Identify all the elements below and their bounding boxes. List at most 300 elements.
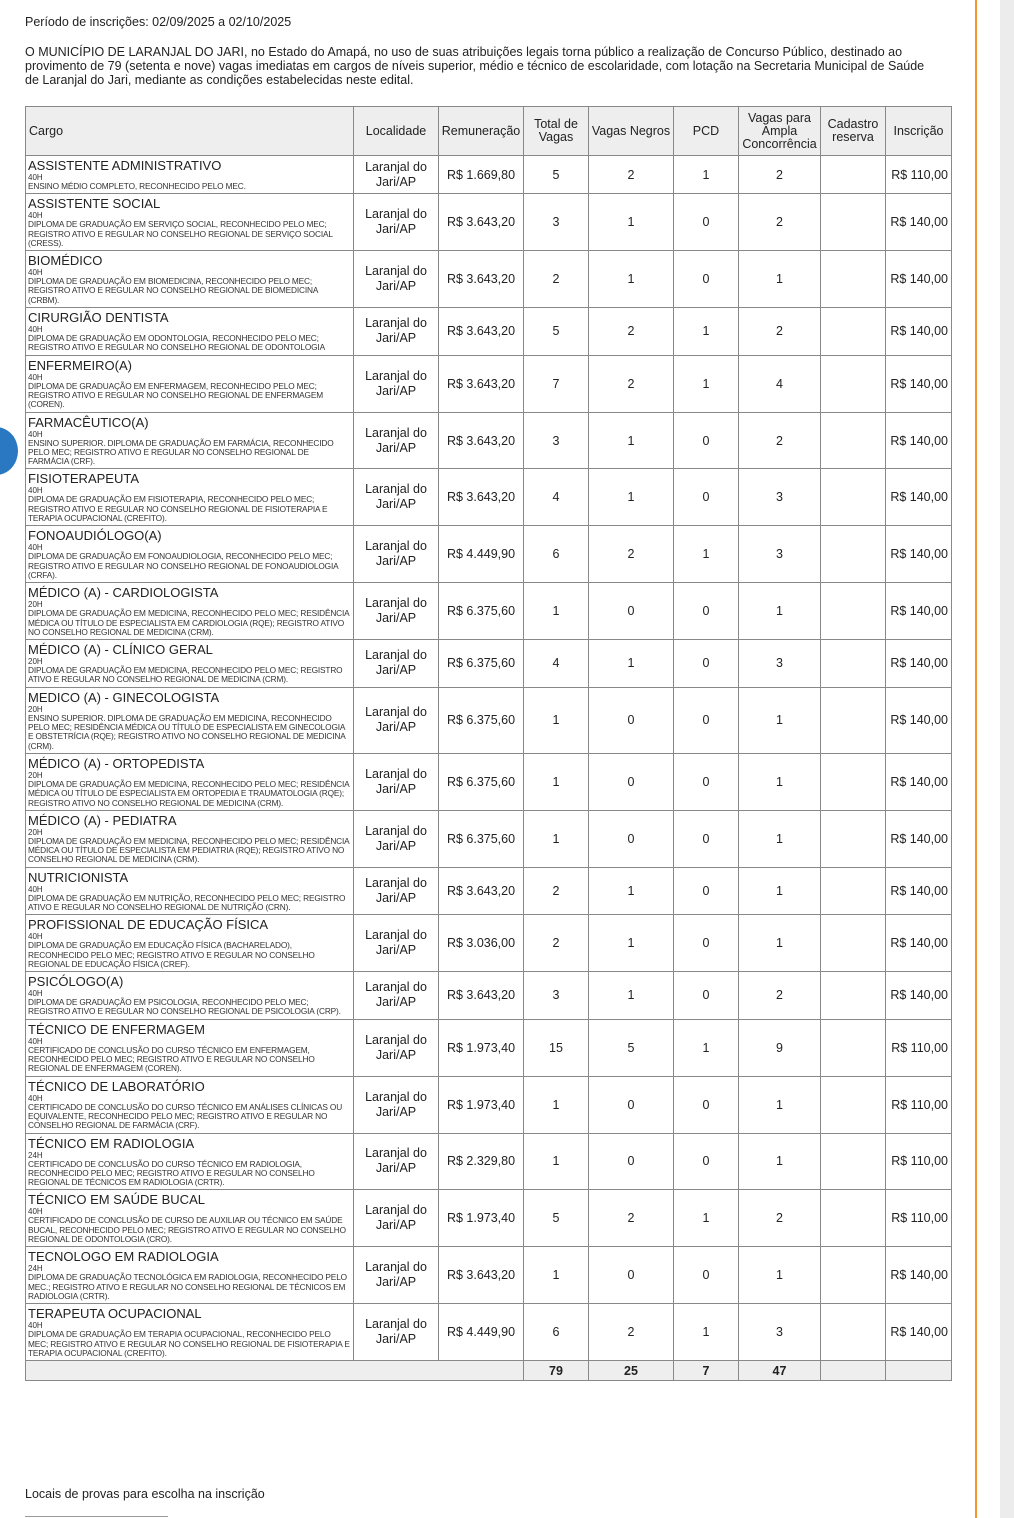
inscricao-cell: R$ 140,00 — [886, 469, 952, 526]
pcd-cell: 0 — [674, 867, 739, 915]
vagas-negros-cell: 1 — [589, 194, 674, 251]
vagas-negros-cell: 0 — [589, 753, 674, 810]
vagas-negros-cell: 0 — [589, 1133, 674, 1190]
cargo-cell — [26, 972, 354, 1020]
localidade-cell: Laranjal do Jari/AP — [354, 412, 439, 469]
cargo-hours: 20H — [28, 827, 43, 837]
table-row — [26, 156, 952, 194]
localidade-cell: Laranjal do Jari/AP — [354, 1076, 439, 1133]
cargo-cell — [26, 1019, 354, 1076]
localidade-cell: Laranjal do Jari/AP — [354, 972, 439, 1020]
cargo-requirements: CERTIFICADO DE CONCLUSÃO DO CURSO TÉCNICO EM RADIOLOGIA, RECONHECIDO PELO MEC; REGISTRO ATIVO E REGULAR NO CONSELHO REGIONAL DE TÉCNICOS EM RADIOLOGIA (CRTR). — [28, 1158, 315, 1188]
cargo-cell — [26, 194, 354, 251]
pcd-cell: 0 — [674, 1076, 739, 1133]
localidade-cell: Laranjal do Jari/AP — [354, 1133, 439, 1190]
pcd-cell: 1 — [674, 308, 739, 356]
exam-locations-heading: Locais de provas para escolha na inscrição — [25, 1487, 265, 1501]
localidade-cell: Laranjal do Jari/AP — [354, 526, 439, 583]
cargo-hours: 20H — [28, 770, 43, 780]
cargo-title: TECNOLOGO EM RADIOLOGIA — [28, 1249, 219, 1265]
ampla-cell: 1 — [739, 915, 821, 972]
inscricao-cell: R$ 140,00 — [886, 412, 952, 469]
cargo-requirements: DIPLOMA DE GRADUAÇÃO EM ODONTOLOGIA, RECONHECIDO PELO MEC; REGISTRO ATIVO E REGULAR NO CONSELHO REGIONAL DE ODONTOLOGIA — [28, 333, 325, 353]
inscricao-cell: R$ 110,00 — [886, 156, 952, 194]
table-row — [26, 412, 952, 469]
cargo-hours: 40H — [28, 989, 43, 999]
cargo-cell — [26, 469, 354, 526]
inscricao-cell: R$ 140,00 — [886, 308, 952, 356]
cargo-requirements: DIPLOMA DE GRADUAÇÃO EM PSICOLOGIA, RECONHECIDO PELO MEC; REGISTRO ATIVO E REGULAR NO CONSELHO REGIONAL DE PSICOLOGIA (CRP). — [28, 997, 341, 1017]
ampla-cell: 1 — [739, 1076, 821, 1133]
cargo-cell — [26, 308, 354, 356]
cargo-requirements: ENSINO SUPERIOR. DIPLOMA DE GRADUAÇÃO EM MEDICINA, RECONHECIDO PELO MEC; RESIDÊNCIA MÉDICA OU TÍTULO DE ESPECIALISTA EM GINECOLOGIA E OBSTETRÍCIA (RQE); REGISTRO ATIVO NO CONSELHO REGIONAL DE MEDICINA (CRM). — [28, 712, 346, 751]
vagas-negros-cell: 2 — [589, 355, 674, 412]
cadastro-cell — [821, 753, 886, 810]
cargo-hours: 40H — [28, 543, 43, 553]
localidade-cell: Laranjal do Jari/AP — [354, 251, 439, 308]
vagas-negros-cell: 1 — [589, 412, 674, 469]
ampla-cell: 1 — [739, 1133, 821, 1190]
cargo-cell — [26, 753, 354, 810]
cargo-cell — [26, 810, 354, 867]
remuneracao-cell: R$ 3.643,20 — [439, 972, 524, 1020]
cadastro-cell — [821, 810, 886, 867]
total-vagas-cell: 1 — [524, 810, 589, 867]
remuneracao-cell: R$ 4.449,90 — [439, 526, 524, 583]
table-row — [26, 640, 952, 688]
ampla-cell: 1 — [739, 583, 821, 640]
total-vagas-cell: 1 — [524, 1247, 589, 1304]
cargo-cell — [26, 640, 354, 688]
table-row — [26, 583, 952, 640]
pcd-cell: 1 — [674, 1019, 739, 1076]
cargo-cell — [26, 915, 354, 972]
cadastro-cell — [821, 194, 886, 251]
total-vagas-cell: 1 — [524, 1133, 589, 1190]
pcd-cell: 0 — [674, 583, 739, 640]
remuneracao-cell: R$ 6.375,60 — [439, 687, 524, 753]
cargo-cell — [26, 1076, 354, 1133]
inscricao-cell: R$ 140,00 — [886, 355, 952, 412]
total-vagas-cell: 2 — [524, 867, 589, 915]
cargo-hours: 24H — [28, 1150, 43, 1160]
cadastro-cell — [821, 251, 886, 308]
ampla-cell: 1 — [739, 687, 821, 753]
cadastro-cell — [821, 687, 886, 753]
total-vagas-cell: 4 — [524, 640, 589, 688]
table-row — [26, 194, 952, 251]
cargo-title: TÉCNICO EM SAÚDE BUCAL — [28, 1192, 205, 1208]
pcd-cell: 1 — [674, 355, 739, 412]
table-row — [26, 810, 952, 867]
localidade-cell: Laranjal do Jari/AP — [354, 915, 439, 972]
localidade-cell: Laranjal do Jari/AP — [354, 1304, 439, 1361]
cargo-hours: 24H — [28, 1264, 43, 1274]
col-total-vagas: Total de Vagas — [524, 107, 589, 156]
pcd-cell: 0 — [674, 972, 739, 1020]
col-ampla: Vagas para Ampla Concorrência — [739, 107, 821, 156]
pcd-cell: 0 — [674, 640, 739, 688]
vagas-negros-cell: 0 — [589, 583, 674, 640]
cadastro-cell — [821, 1133, 886, 1190]
pcd-cell: 1 — [674, 526, 739, 583]
cargo-requirements: DIPLOMA DE GRADUAÇÃO EM MEDICINA, RECONHECIDO PELO MEC; RESIDÊNCIA MÉDICA OU TÍTULO DE ESPECIALISTA EM ORTOPEDIA E TRAUMATOLOGIA (RQE); REGISTRO ATIVO NO CONSELHO REGIONAL DE MEDICINA (CRM). — [28, 778, 350, 808]
cargo-hours: 40H — [28, 1321, 43, 1331]
totals-label-cell — [26, 1361, 524, 1381]
table-row — [26, 1304, 952, 1361]
localidade-cell: Laranjal do Jari/AP — [354, 867, 439, 915]
cadastro-cell — [821, 867, 886, 915]
cadastro-cell — [821, 972, 886, 1020]
localidade-cell: Laranjal do Jari/AP — [354, 583, 439, 640]
cargo-title: FONOAUDIÓLOGO(A) — [28, 528, 162, 544]
total-vagas-cell: 6 — [524, 1304, 589, 1361]
inscricao-cell: R$ 140,00 — [886, 640, 952, 688]
total-vagas-cell: 15 — [524, 1019, 589, 1076]
total-vagas-cell: 5 — [524, 308, 589, 356]
cargo-title: TÉCNICO DE LABORATÓRIO — [28, 1078, 205, 1094]
localidade-cell: Laranjal do Jari/AP — [354, 194, 439, 251]
cadastro-cell — [821, 1076, 886, 1133]
total-vagas-cell: 3 — [524, 412, 589, 469]
col-localidade: Localidade — [354, 107, 439, 156]
vagas-negros-cell: 1 — [589, 915, 674, 972]
cargo-hours: 40H — [28, 884, 43, 894]
ampla-cell: 1 — [739, 1247, 821, 1304]
registration-period: Período de inscrições: 02/09/2025 a 02/10/2025 — [25, 15, 292, 29]
vagas-negros-cell: 5 — [589, 1019, 674, 1076]
inscricao-cell: R$ 140,00 — [886, 1304, 952, 1361]
localidade-cell: Laranjal do Jari/AP — [354, 810, 439, 867]
pcd-cell: 0 — [674, 469, 739, 526]
cargo-requirements: CERTIFICADO DE CONCLUSÃO DO CURSO TÉCNICO EM ENFERMAGEM, RECONHECIDO PELO MEC; REGISTRO ATIVO E REGULAR NO CONSELHO REGIONAL DE ENFERMAGEM (COREN). — [28, 1044, 315, 1074]
vagas-negros-cell: 1 — [589, 972, 674, 1020]
total-vagas-cell: 7 — [524, 355, 589, 412]
ampla-cell: 1 — [739, 753, 821, 810]
inscricao-cell: R$ 140,00 — [886, 1247, 952, 1304]
accent-divider — [975, 0, 977, 1518]
remuneracao-cell: R$ 3.643,20 — [439, 867, 524, 915]
ampla-cell: 2 — [739, 1190, 821, 1247]
total-vagas-cell: 6 — [524, 526, 589, 583]
table-row — [26, 1247, 952, 1304]
inscricao-cell: R$ 140,00 — [886, 583, 952, 640]
cargo-title: TERAPEUTA OCUPACIONAL — [28, 1306, 202, 1322]
cargo-hours: 40H — [28, 173, 43, 182]
total-vagas-cell: 2 — [524, 915, 589, 972]
cargo-title: ASSISTENTE ADMINISTRATIVO — [28, 158, 222, 173]
table-header-row — [26, 107, 952, 156]
pcd-cell: 0 — [674, 1247, 739, 1304]
inscricao-cell: R$ 110,00 — [886, 1019, 952, 1076]
vagas-negros-cell: 0 — [589, 1076, 674, 1133]
scrollbar[interactable] — [1000, 0, 1014, 1518]
ampla-cell: 2 — [739, 972, 821, 1020]
inscricao-cell: R$ 140,00 — [886, 915, 952, 972]
cadastro-cell — [821, 583, 886, 640]
remuneracao-cell: R$ 3.643,20 — [439, 194, 524, 251]
table-row — [26, 753, 952, 810]
cargo-cell — [26, 687, 354, 753]
cargo-hours: 40H — [28, 486, 43, 496]
localidade-cell: Laranjal do Jari/AP — [354, 156, 439, 194]
cargo-requirements: DIPLOMA DE GRADUAÇÃO EM BIOMEDICINA, RECONHECIDO PELO MEC; REGISTRO ATIVO E REGULAR NO CONSELHO REGIONAL DE BIOMEDICINA (CRBM). — [28, 276, 318, 305]
intro-paragraph: O MUNICÍPIO DE LARANJAL DO JARI, no Estado do Amapá, no uso de suas atribuições legais torna público a realização de Concurso Público, destinado ao provimento de 79 (setenta e nove) vagas imediatas em cargos de níveis superior, médio e técnico de escolaridade, com lotação na Secretaria Municipal de Saúde de Laranjal do Jari, mediante as condições estabelecidas neste edital. — [25, 45, 925, 87]
localidade-cell: Laranjal do Jari/AP — [354, 1247, 439, 1304]
cargo-title: ASSISTENTE SOCIAL — [28, 196, 161, 212]
inscricao-cell: R$ 110,00 — [886, 1076, 952, 1133]
cargo-requirements: DIPLOMA DE GRADUAÇÃO EM TERAPIA OCUPACIONAL, RECONHECIDO PELO MEC; REGISTRO ATIVO E REGULAR NO CONSELHO REGIONAL DE FISIOTERAPIA E TERAPIA OCUPACIONAL (CREFITO). — [28, 1329, 350, 1358]
remuneracao-cell: R$ 6.375,60 — [439, 753, 524, 810]
cargo-requirements: ENSINO SUPERIOR. DIPLOMA DE GRADUAÇÃO EM FARMÁCIA, RECONHECIDO PELO MEC; REGISTRO ATIVO E REGULAR NO CONSELHO REGIONAL DE FARMÁCIA (CRF). — [28, 437, 334, 467]
localidade-cell: Laranjal do Jari/AP — [354, 687, 439, 753]
total-vagas-sum: 79 — [524, 1361, 589, 1381]
cargo-cell — [26, 1304, 354, 1361]
pcd-cell: 0 — [674, 915, 739, 972]
table-row — [26, 526, 952, 583]
cargo-title: MÉDICO (A) - CLÍNICO GERAL — [28, 642, 213, 658]
remuneracao-cell: R$ 3.036,00 — [439, 915, 524, 972]
pcd-cell: 0 — [674, 412, 739, 469]
cargo-cell — [26, 867, 354, 915]
inscricao-cell: R$ 140,00 — [886, 972, 952, 1020]
cargo-title: MÉDICO (A) - ORTOPEDISTA — [28, 755, 205, 771]
col-remuneracao: Remuneração — [439, 107, 524, 156]
vagas-negros-cell: 0 — [589, 687, 674, 753]
cargo-title: PROFISSIONAL DE EDUCAÇÃO FÍSICA — [28, 917, 269, 933]
total-ampla-sum: 47 — [739, 1361, 821, 1381]
ampla-cell: 1 — [739, 251, 821, 308]
cargo-title: FISIOTERAPEUTA — [28, 471, 139, 487]
remuneracao-cell: R$ 6.375,60 — [439, 810, 524, 867]
col-cargo: Cargo — [26, 107, 354, 156]
table-row — [26, 972, 952, 1020]
divider — [25, 1516, 168, 1517]
cadastro-cell — [821, 640, 886, 688]
cargo-title: PSICÓLOGO(A) — [28, 974, 124, 990]
cargo-requirements: DIPLOMA DE GRADUAÇÃO EM MEDICINA, RECONHECIDO PELO MEC; REGISTRO ATIVO E REGULAR NO CONSELHO REGIONAL DE MEDICINA (CRM). — [28, 665, 343, 685]
remuneracao-cell: R$ 3.643,20 — [439, 251, 524, 308]
cargo-title: TÉCNICO DE ENFERMAGEM — [28, 1021, 205, 1037]
table-row — [26, 1076, 952, 1133]
vagas-negros-cell: 2 — [589, 308, 674, 356]
cargo-title: FARMACÊUTICO(A) — [28, 414, 149, 430]
vacancies-table — [25, 106, 952, 1381]
inscricao-cell: R$ 140,00 — [886, 753, 952, 810]
cadastro-cell — [821, 355, 886, 412]
table-row — [26, 1019, 952, 1076]
pcd-cell: 1 — [674, 1190, 739, 1247]
vagas-negros-cell: 0 — [589, 810, 674, 867]
cargo-requirements: CERTIFICADO DE CONCLUSÃO DO CURSO TÉCNICO EM ANÁLISES CLÍNICAS OU EQUIVALENTE, RECONHECIDO PELO MEC; REGISTRO ATIVO E REGULAR NO CONSELHO REGIONAL DE FARMÁCIA (CRF). — [28, 1101, 343, 1131]
remuneracao-cell: R$ 3.643,20 — [439, 355, 524, 412]
cadastro-cell — [821, 526, 886, 583]
cargo-cell — [26, 251, 354, 308]
cargo-hours: 40H — [28, 325, 43, 335]
ampla-cell: 2 — [739, 194, 821, 251]
localidade-cell: Laranjal do Jari/AP — [354, 640, 439, 688]
table-row — [26, 915, 952, 972]
cargo-title: MÉDICO (A) - CARDIOLOGISTA — [28, 585, 219, 601]
table-row — [26, 867, 952, 915]
table-row — [26, 308, 952, 356]
vagas-negros-cell: 1 — [589, 251, 674, 308]
total-negros-sum: 25 — [589, 1361, 674, 1381]
remuneracao-cell: R$ 4.449,90 — [439, 1304, 524, 1361]
total-vagas-cell: 1 — [524, 687, 589, 753]
ampla-cell: 3 — [739, 469, 821, 526]
pcd-cell: 0 — [674, 753, 739, 810]
remuneracao-cell: R$ 2.329,80 — [439, 1133, 524, 1190]
vagas-negros-cell: 0 — [589, 1247, 674, 1304]
ampla-cell: 1 — [739, 867, 821, 915]
cadastro-cell — [821, 1304, 886, 1361]
cargo-title: NUTRICIONISTA — [28, 869, 129, 885]
total-vagas-cell: 4 — [524, 469, 589, 526]
cargo-cell — [26, 1247, 354, 1304]
cargo-requirements: ENSINO MÉDIO COMPLETO, RECONHECIDO PELO MEC. — [28, 181, 246, 191]
pcd-cell: 0 — [674, 687, 739, 753]
total-vagas-cell: 2 — [524, 251, 589, 308]
totals-row — [26, 1361, 952, 1381]
cargo-hours: 20H — [28, 600, 43, 610]
pcd-cell: 1 — [674, 156, 739, 194]
remuneracao-cell: R$ 3.643,20 — [439, 308, 524, 356]
cargo-hours: 40H — [28, 1093, 43, 1103]
cargo-title: TÉCNICO EM RADIOLOGIA — [28, 1135, 195, 1151]
total-vagas-cell: 1 — [524, 583, 589, 640]
cargo-requirements: DIPLOMA DE GRADUAÇÃO TECNOLÓGICA EM RADIOLOGIA, RECONHECIDO PELO MEC.; REGISTRO ATIVO E REGULAR NO CONSELHO REGIONAL DE TÉCNICOS EM RADIOLOGIA (CRTR). — [28, 1272, 347, 1301]
localidade-cell: Laranjal do Jari/AP — [354, 469, 439, 526]
cargo-hours: 40H — [28, 1036, 43, 1046]
localidade-cell: Laranjal do Jari/AP — [354, 1019, 439, 1076]
floating-action-bubble[interactable] — [0, 427, 18, 475]
cargo-hours: 40H — [28, 429, 43, 439]
col-pcd: PCD — [674, 107, 739, 156]
ampla-cell: 3 — [739, 1304, 821, 1361]
cargo-title: MÉDICO (A) - PEDIATRA — [28, 812, 177, 828]
total-vagas-cell: 5 — [524, 1190, 589, 1247]
cargo-requirements: DIPLOMA DE GRADUAÇÃO EM MEDICINA, RECONHECIDO PELO MEC; RESIDÊNCIA MÉDICA OU TÍTULO DE ESPECIALISTA EM PEDIATRIA (RQE); REGISTRO ATIVO NO CONSELHO REGIONAL DE MEDICINA (CRM). — [28, 835, 350, 865]
cargo-hours: 20H — [28, 704, 43, 714]
col-inscricao: Inscrição — [886, 107, 952, 156]
cargo-cell — [26, 156, 354, 194]
cargo-requirements: DIPLOMA DE GRADUAÇÃO EM FONOAUDIOLOGIA, RECONHECIDO PELO MEC; REGISTRO ATIVO E REGULAR NO CONSELHO REGIONAL DE FONOAUDIOLOGIA (CRFA). — [28, 551, 339, 580]
cargo-title: BIOMÉDICO — [28, 253, 103, 269]
remuneracao-cell: R$ 1.973,40 — [439, 1076, 524, 1133]
inscricao-cell: R$ 140,00 — [886, 867, 952, 915]
inscricao-cell: R$ 110,00 — [886, 1190, 952, 1247]
ampla-cell: 2 — [739, 412, 821, 469]
ampla-cell: 9 — [739, 1019, 821, 1076]
localidade-cell: Laranjal do Jari/AP — [354, 1190, 439, 1247]
cargo-title: MEDICO (A) - GINECOLOGISTA — [28, 689, 220, 705]
col-cadastro: Cadastro reserva — [821, 107, 886, 156]
cargo-requirements: CERTIFICADO DE CONCLUSÃO DE CURSO DE AUXILIAR OU TÉCNICO EM SAÚDE BUCAL, RECONHECIDO PELO MEC; REGISTRO ATIVO E REGULAR NO CONSELHO REGIONAL DE ODONTOLOGIA (CRO). — [28, 1215, 346, 1245]
inscricao-cell: R$ 140,00 — [886, 810, 952, 867]
total-vagas-cell: 3 — [524, 194, 589, 251]
total-vagas-cell: 3 — [524, 972, 589, 1020]
vagas-negros-cell: 2 — [589, 1304, 674, 1361]
cargo-cell — [26, 412, 354, 469]
vagas-negros-cell: 2 — [589, 1190, 674, 1247]
cargo-requirements: DIPLOMA DE GRADUAÇÃO EM FISIOTERAPIA, RECONHECIDO PELO MEC; REGISTRO ATIVO E REGULAR NO CONSELHO REGIONAL DE FISIOTERAPIA E TERAPIA OCUPACIONAL (CREFITO). — [28, 494, 328, 524]
vagas-negros-cell: 2 — [589, 526, 674, 583]
remuneracao-cell: R$ 6.375,60 — [439, 640, 524, 688]
cadastro-cell — [821, 308, 886, 356]
vagas-negros-cell: 1 — [589, 867, 674, 915]
cadastro-cell — [821, 1247, 886, 1304]
cargo-cell — [26, 355, 354, 412]
cargo-requirements: DIPLOMA DE GRADUAÇÃO EM SERVIÇO SOCIAL, RECONHECIDO PELO MEC; REGISTRO ATIVO E REGULAR NO CONSELHO REGIONAL DE SERVIÇO SOCIAL (CRESS). — [28, 219, 333, 248]
remuneracao-cell: R$ 1.669,80 — [439, 156, 524, 194]
inscricao-cell: R$ 140,00 — [886, 194, 952, 251]
table-row — [26, 355, 952, 412]
inscricao-cell: R$ 110,00 — [886, 1133, 952, 1190]
cargo-hours: 40H — [28, 932, 43, 942]
table-row — [26, 687, 952, 753]
cargo-requirements: DIPLOMA DE GRADUAÇÃO EM EDUCAÇÃO FÍSICA (BACHARELADO), RECONHECIDO PELO MEC; REGISTRO ATIVO E REGULAR NO CONSELHO REGIONAL DE EDUCAÇÃO FÍSICA (CREF). — [28, 940, 315, 969]
remuneracao-cell: R$ 3.643,20 — [439, 1247, 524, 1304]
cargo-cell — [26, 526, 354, 583]
total-inscricao-sum — [886, 1361, 952, 1381]
ampla-cell: 3 — [739, 640, 821, 688]
ampla-cell: 2 — [739, 156, 821, 194]
table-row — [26, 251, 952, 308]
ampla-cell: 1 — [739, 810, 821, 867]
cadastro-cell — [821, 1190, 886, 1247]
cargo-title: ENFERMEIRO(A) — [28, 357, 132, 373]
cadastro-cell — [821, 469, 886, 526]
cargo-hours: 40H — [28, 268, 43, 278]
cargo-requirements: DIPLOMA DE GRADUAÇÃO EM ENFERMAGEM, RECONHECIDO PELO MEC; REGISTRO ATIVO E REGULAR NO CONSELHO REGIONAL DE ENFERMAGEM (COREN). — [28, 380, 323, 410]
remuneracao-cell: R$ 1.973,40 — [439, 1019, 524, 1076]
cadastro-cell — [821, 1019, 886, 1076]
ampla-cell: 4 — [739, 355, 821, 412]
cargo-cell — [26, 1133, 354, 1190]
localidade-cell: Laranjal do Jari/AP — [354, 308, 439, 356]
ampla-cell: 3 — [739, 526, 821, 583]
cadastro-cell — [821, 412, 886, 469]
localidade-cell: Laranjal do Jari/AP — [354, 753, 439, 810]
remuneracao-cell: R$ 3.643,20 — [439, 412, 524, 469]
cargo-hours: 40H — [28, 211, 43, 221]
cargo-requirements: DIPLOMA DE GRADUAÇÃO EM NUTRIÇÃO, RECONHECIDO PELO MEC; REGISTRO ATIVO E REGULAR NO CONSELHO REGIONAL DE NUTRIÇÃO (CRN). — [28, 892, 346, 912]
total-vagas-cell: 1 — [524, 1076, 589, 1133]
localidade-cell: Laranjal do Jari/AP — [354, 355, 439, 412]
cargo-hours: 40H — [28, 1207, 43, 1217]
table-row — [26, 1133, 952, 1190]
vagas-negros-cell: 1 — [589, 469, 674, 526]
cargo-hours: 40H — [28, 372, 43, 382]
inscricao-cell: R$ 140,00 — [886, 526, 952, 583]
remuneracao-cell: R$ 6.375,60 — [439, 583, 524, 640]
ampla-cell: 2 — [739, 308, 821, 356]
vagas-negros-cell: 2 — [589, 156, 674, 194]
vagas-negros-cell: 1 — [589, 640, 674, 688]
cargo-cell — [26, 1190, 354, 1247]
cargo-title: CIRURGIÃO DENTISTA — [28, 310, 169, 326]
inscricao-cell: R$ 140,00 — [886, 251, 952, 308]
remuneracao-cell: R$ 1.973,40 — [439, 1190, 524, 1247]
table-row — [26, 1190, 952, 1247]
cargo-hours: 20H — [28, 657, 43, 667]
total-cadastro-sum — [821, 1361, 886, 1381]
cargo-cell — [26, 583, 354, 640]
remuneracao-cell: R$ 3.643,20 — [439, 469, 524, 526]
pcd-cell: 0 — [674, 251, 739, 308]
cadastro-cell — [821, 156, 886, 194]
